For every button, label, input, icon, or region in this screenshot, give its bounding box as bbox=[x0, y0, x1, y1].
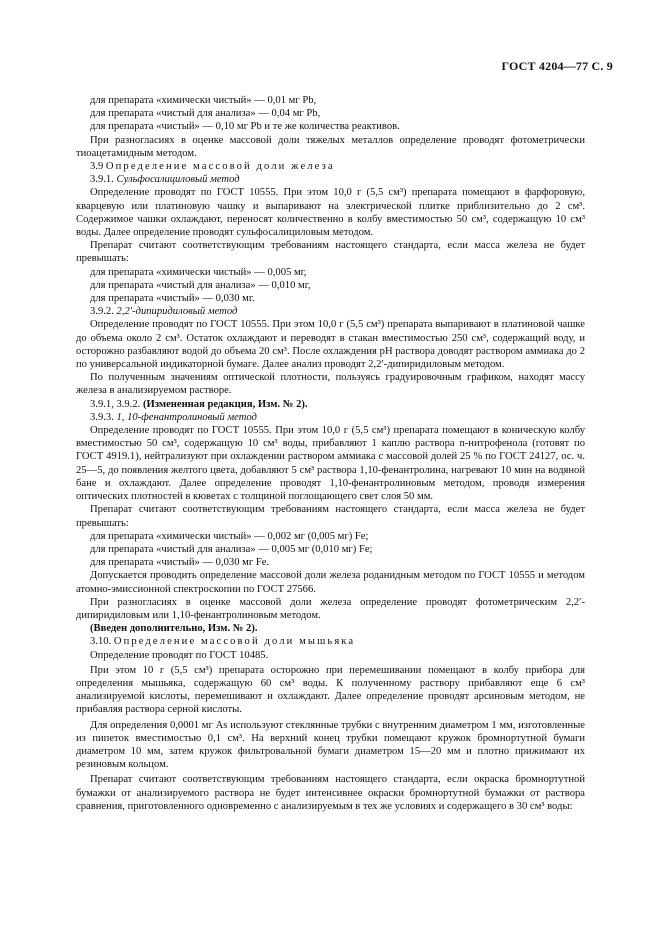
section-title: Сульфосалициловый метод bbox=[116, 174, 240, 186]
section-title: Определение массовой доли мышьяка bbox=[113, 636, 356, 648]
section-3-10-paragraph: Определение проводят по ГОСТ 10485. bbox=[90, 649, 269, 661]
edit-label: (Измененная редакция, Изм. № 2). bbox=[142, 398, 308, 410]
pb-limit-pure: для препарата «чистый» — 0,10 мг Pb и те же количества реактивов. bbox=[90, 121, 400, 133]
fe-limit-chem-pure: для препарата «химически чистый» — 0,005 мг, bbox=[90, 266, 307, 278]
optical-density-paragraph: По полученным значениям оптической плотности, пользуясь градуировочным графиком, находят массу железа в анализируемом растворе. bbox=[76, 372, 585, 397]
section-title: 2,2′-дипиридиловый метод bbox=[116, 306, 238, 318]
section-number: 3.9.1. bbox=[90, 174, 114, 186]
fe-limit-analysis-pure: для препарата «чистый для анализа» — 0,010 мг, bbox=[90, 279, 311, 291]
pb-limit-chem-pure: для препарата «химически чистый» — 0,01 мг Pb, bbox=[90, 95, 317, 106]
page-header: ГОСТ 4204—77 С. 9 bbox=[501, 59, 613, 73]
section-3-9-1-paragraph: Определение проводят по ГОСТ 10555. При этом 10,0 г (5,5 см³) препарата помещают в фарфоровую, кварцевую или платиновую чашку и выпаривают на электрической плитке приблизительно до 2 см³. Содержимое чашки охлаждают, переносят количественно в колбу вместимостью 50 см³, содержащую 10 см³ воды. Далее определение проводят сульфосалициловым методом. bbox=[76, 187, 585, 239]
section-3-9-3-heading bbox=[76, 411, 585, 424]
section-number: 3.9 bbox=[90, 161, 104, 173]
section-3-9-1-heading bbox=[76, 173, 585, 186]
pb-limit-analysis-pure: для препарата «чистый для анализа» — 0,04 мг Pb, bbox=[90, 108, 321, 120]
section-3-10-heading bbox=[76, 635, 585, 648]
arsenic-procedure-paragraph: При этом 10 г (5,5 см³) препарата осторожно при перемешивании помещают в колбу прибора для определения мышьяка, содержащую 60 см³ воды. К полученному раствору прибавляют еще 6 см³ анализируемой кислоты, перемешивают и охлаждают. Далее определение проводят арсиновым методом, не прибавляя раствора серной кислоты. bbox=[76, 664, 585, 716]
fe-requirement-paragraph-2: Препарат считают соответствующим требованиям настоящего стандарта, если масса железа не будет превышать: bbox=[76, 504, 585, 529]
fe-requirement-paragraph: Препарат считают соответствующим требованиям настоящего стандарта, если масса железа не будет превышать: bbox=[76, 240, 585, 265]
section-3-9-3-paragraph: Определение проводят по ГОСТ 10555. При этом 10,0 г (5,5 см³) препарата помещают в коническую колбу вместимостью 50 см³, содержащую 10 см³ воды, прибавляют 1 каплю раствора n-нитрофенола (готовят по ГОСТ 4919.1), нейтрализуют при охлаждении раствором аммиака с массовой долей 25 % по ГОСТ 24127, ос. ч. 25—5, до появления желтого цвета, добавляют 5 см³ раствора 1,10-фенантролина, нагревают 10 мин на водяной бане и охлаждают. Далее определение проводят 1,10-фенантролиновым методом, проводя измерения оптических плотностей в кюветах с толщиной поглощающего свет слоя 50 мм. bbox=[76, 425, 585, 503]
fe-limit-chem-pure-2: для препарата «химически чистый» — 0,002 мг (0,005 мг) Fe; bbox=[90, 530, 369, 542]
alternative-method-paragraph: Допускается проводить определение массовой доли железа роданидным методом по ГОСТ 10555 и методом атомно-эмиссионной спектроскопии по ГОСТ 27566. bbox=[76, 570, 585, 595]
section-title: 1, 10-фенантролиновый метод bbox=[116, 411, 257, 423]
document-body bbox=[76, 94, 585, 813]
section-3-9-heading bbox=[76, 160, 585, 173]
fe-disagreement-paragraph: При разногласиях в оценке массовой доли железа определение проводят фотометрическим 2,2′-дипиридиловым или 1,10-фенантролиновым методом. bbox=[76, 596, 585, 621]
section-number: 3.10. bbox=[90, 636, 112, 648]
edit-note bbox=[76, 398, 585, 411]
section-3-9-2-heading bbox=[76, 305, 585, 318]
edit-reference: 3.9.1, 3.9.2. bbox=[90, 398, 141, 410]
fe-limit-analysis-pure-2: для препарата «чистый для анализа» — 0,005 мг (0,010 мг) Fe; bbox=[90, 543, 373, 555]
section-3-9-2-paragraph: Определение проводят по ГОСТ 10555. При этом 10,0 г (5,5 см³) препарата выпаривают в платиновой чашке до объема около 2 см³. Остаток охлаждают и переводят в стакан вместимостью 250 см³, содержащий воду, и осторожно разбавляют водой до объема 20 см³. После охлаждения рН раствора доводят раствором аммиака до 2 по универсальной индикаторной бумаге. Далее анализ проводят 2,2′-дипиридиловым методом. bbox=[76, 319, 585, 371]
pb-disagreement-paragraph: При разногласиях в оценке массовой доли тяжелых металлов определение проводят фотометрически тиоацетамидным методом. bbox=[76, 134, 585, 159]
section-number: 3.9.3. bbox=[90, 411, 114, 423]
arsenic-tube-paragraph: Для определения 0,0001 мг As используют стеклянные трубки с внутренним диаметром 1 мм, изготовленные из пипеток вместимостью 0,1 см³. На верхний конец трубки помещают кружок бромнортутной бумаги диаметром 10 мм, затем кружок фильтровальной бумаги диаметром 15—20 мм и плотно прижимают их резиновым кольцом. bbox=[76, 719, 585, 771]
added-note: (Введен дополнительно, Изм. № 2). bbox=[90, 623, 258, 635]
fe-limit-pure-2: для препарата «чистый» — 0,030 мг Fe. bbox=[90, 557, 270, 569]
section-title: Определение массовой доли железа bbox=[105, 161, 335, 173]
section-number: 3.9.2. bbox=[90, 306, 114, 318]
fe-limit-pure: для препарата «чистый» — 0,030 мг. bbox=[90, 293, 255, 305]
arsenic-requirement-paragraph: Препарат считают соответствующим требованиям настоящего стандарта, если окраска бромнортутной бумажки от анализируемого раствора не будет интенсивнее окраски бромнортутной бумажки от раствора сравнения, приготовленного одновременно с анализируемым в тех же условиях и содержащего в 30 см³ воды: bbox=[76, 774, 585, 812]
